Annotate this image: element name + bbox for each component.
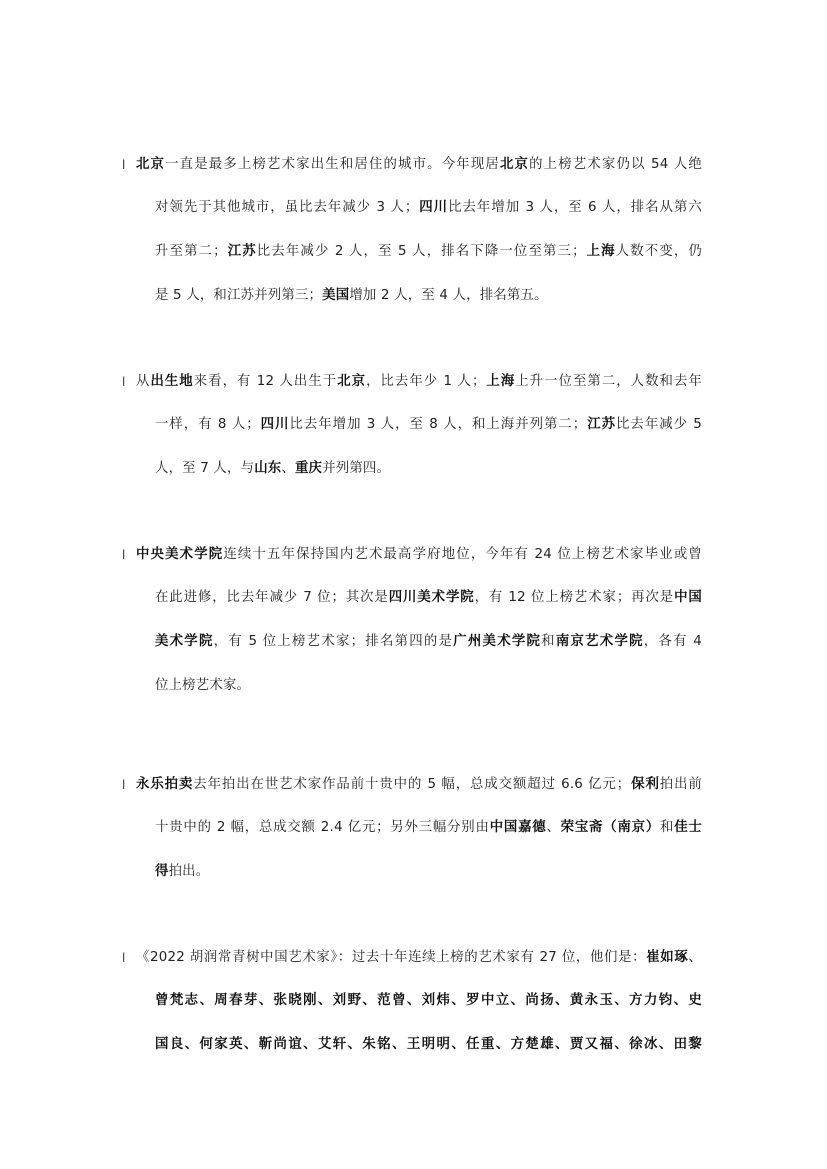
text-run: 一直是最多上榜艺术家出生和居住的城市。今年现居	[165, 157, 500, 172]
bold-text-run: 上海	[585, 244, 616, 259]
text-run: 和	[541, 634, 556, 649]
bold-text-run: 南京艺术学院	[555, 634, 644, 649]
text-run: 《2022 胡润常青树中国艺术家》：过去十年连续上榜的艺术家有 27 位，他们是：	[136, 950, 647, 965]
bold-text-run: 四川美术学院	[388, 590, 475, 605]
text-run: 增加 2 人，至 4 人，排名第五。	[349, 288, 548, 303]
text-line	[155, 816, 702, 840]
text-run: ，有 12 位上榜艺术家；再次是	[474, 590, 675, 605]
bold-text-run: 四川	[259, 417, 290, 432]
text-run: 是 5 人，和江苏并列第三；	[155, 288, 323, 303]
text-run: 位上榜艺术家。	[155, 678, 251, 693]
text-run: 十贵中的 2 幅，总成交额 2.4 亿元；另外三幅分别由	[155, 820, 490, 835]
text-run: 人数不变，仍	[615, 244, 703, 259]
text-line	[136, 543, 702, 567]
bold-text-run: 北京	[136, 157, 166, 172]
bold-text-run: 美术学院	[155, 634, 214, 649]
bold-text-run: 美国	[322, 288, 350, 303]
text-line	[155, 240, 702, 264]
bold-text-run: 中国嘉德	[489, 820, 547, 835]
bold-text-run: 江苏	[226, 244, 257, 259]
text-line	[155, 674, 250, 698]
text-line	[155, 196, 702, 220]
text-run: 并列第四。	[322, 461, 391, 476]
text-line	[155, 284, 548, 308]
text-run: 来看，有 12 人出生于	[193, 374, 338, 389]
text-line	[155, 989, 702, 1013]
text-run: 和	[660, 820, 675, 835]
bold-text-run: 广州美术学院	[453, 634, 542, 649]
bold-text-run: 荣宝斋（南京）	[560, 820, 661, 835]
text-run: 连续十五年保持国内艺术最高学府地位，今年有 24 位上榜艺术家毕业或曾	[223, 547, 702, 562]
bold-text-run: 佳士	[674, 820, 703, 835]
text-line	[136, 773, 702, 797]
text-run: 比去年增加 3 人，至 6 人，排名从第六	[448, 200, 703, 215]
bold-text-run: 江苏	[586, 417, 617, 432]
text-run: 从	[136, 374, 151, 389]
bold-text-run: 北京	[337, 374, 367, 389]
text-run: ，比去年少 1 人；	[366, 374, 486, 389]
text-run: 拍出。	[168, 864, 210, 879]
text-run: 比去年增加 3 人，至 8 人，和上海并列第二；	[289, 417, 587, 432]
text-run: 、	[688, 950, 702, 965]
text-run: 一样，有 8 人；	[155, 417, 260, 432]
text-run: 升至第二；	[155, 244, 227, 259]
bold-text-run: 山东	[254, 461, 282, 476]
text-run: ，各有 4	[643, 634, 702, 649]
bold-text-run: 崔如琢	[646, 950, 689, 965]
text-line	[155, 1033, 702, 1057]
text-run: 、	[546, 820, 561, 835]
text-run: 比去年减少 2 人，至 5 人，排名下降一位至第三；	[256, 244, 586, 259]
bullet-marker: l	[122, 158, 126, 172]
bullet-marker: l	[122, 548, 126, 562]
text-run: 、	[281, 461, 295, 476]
text-run: ，有 5 位上榜艺术家；排名第四的是	[213, 634, 454, 649]
text-line	[155, 860, 209, 884]
bold-text-run: 得	[155, 864, 169, 879]
bold-text-run: 保利	[630, 777, 660, 792]
text-line	[155, 457, 390, 481]
text-line	[136, 370, 702, 394]
bullet-marker: l	[122, 951, 126, 965]
text-run: 拍出前	[659, 777, 702, 792]
bullet-marker: l	[122, 375, 126, 389]
bold-text-run: 重庆	[294, 461, 323, 476]
bold-text-run: 曾梵志、周春芽、张晓刚、刘野、范曾、刘炜、罗中立、尚扬、黄永玉、方力钧、史	[155, 993, 702, 1008]
bold-text-run: 中央美术学院	[136, 547, 224, 562]
text-run: 对领先于其他城市，虽比去年减少 3 人；	[155, 200, 419, 215]
text-run: 上升一位至第二，人数和去年	[515, 374, 702, 389]
text-line	[136, 153, 702, 177]
bold-text-run: 中国	[674, 590, 702, 605]
bullet-marker: l	[122, 778, 126, 792]
bold-text-run: 上海	[485, 374, 516, 389]
text-line	[155, 413, 702, 437]
text-run: 的上榜艺术家仍以 54 人绝	[529, 157, 702, 172]
bold-text-run: 出生地	[150, 374, 194, 389]
text-line	[136, 946, 702, 970]
bold-text-run: 北京	[499, 157, 530, 172]
text-run: 去年拍出在世艺术家作品前十贵中的 5 幅，总成交额超过 6.6 亿元；	[193, 777, 631, 792]
text-run: 在此进修，比去年减少 7 位；其次是	[155, 590, 389, 605]
bold-text-run: 四川	[418, 200, 449, 215]
text-run: 人，至 7 人，与	[155, 461, 255, 476]
text-line	[155, 586, 702, 610]
text-line	[155, 630, 702, 654]
bold-text-run: 国良、何家英、靳尚谊、艾轩、朱铭、王明明、任重、方楚雄、贾又福、徐冰、田黎	[155, 1037, 702, 1052]
bold-text-run: 永乐拍卖	[136, 777, 194, 792]
text-run: 比去年减少 5	[616, 417, 703, 432]
